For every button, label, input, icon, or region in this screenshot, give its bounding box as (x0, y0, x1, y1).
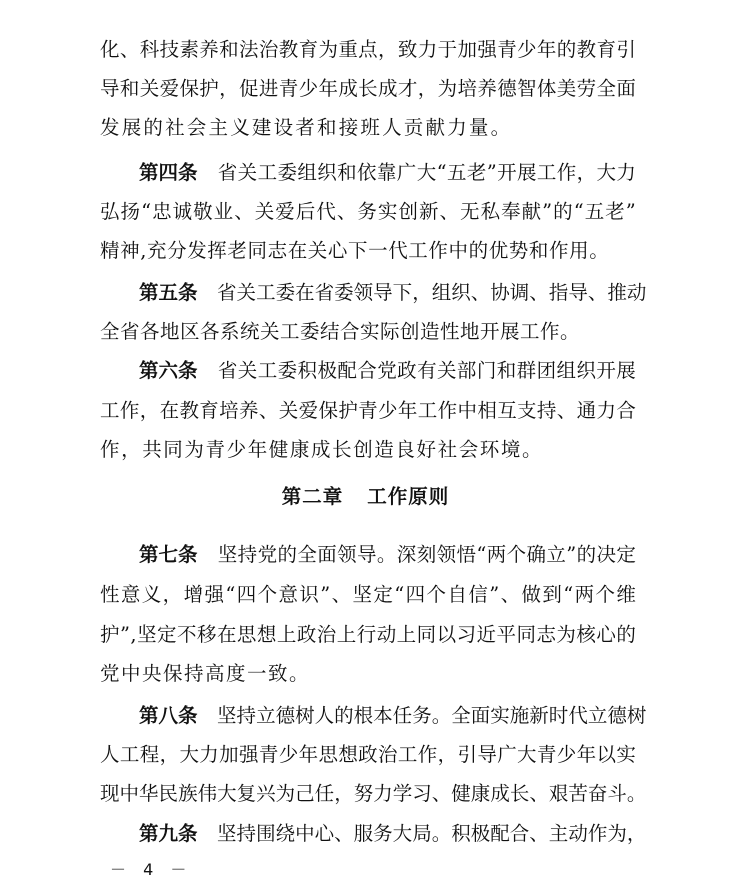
line-text: 党中央保持高度一致。 (100, 662, 311, 685)
line-text: 作，共同为青少年健康成长创造良好社会环境。 (100, 438, 544, 461)
article-9-line-1: 第九条 坚 持 围 绕 中 心 、 服 务 大 局 。 积 极 配 合 、 主 动 作 为 ， (139, 822, 647, 845)
article-7-line-1: 第七条 坚 持 党 的 全 面 领 导 。 深 刻 领 悟 “ 两 个 确 立 ” 的 决 定 (139, 543, 636, 566)
article-8-line-1: 第八条 坚 持 立 德 树 人 的 根 本 任 务 。 全 面 实 施 新 时 代 立 德 树 (139, 704, 647, 727)
article-6-line-3 (100, 437, 636, 463)
article-5-line-1: 第五条 省 关 工 委 在 省 委 领 导 下 ， 组 织 、 协 调 、 指 导 、 推 动 (139, 281, 647, 304)
line-text: 发展的社会主义建设者和接班人贡献力量。 (100, 116, 513, 139)
article-5-line-2 (100, 319, 636, 345)
article-7-line-3: 护 ” , 坚 定 不 移 在 思 想 上 政 治 上 行 动 上 同 以 习 近 平 同 志 为 核 心 的 (100, 623, 636, 646)
article-label: 第五条 (139, 281, 198, 304)
chapter-title: 工作原则 (367, 485, 450, 508)
chapter-heading (0, 484, 731, 510)
chapter-number: 第二章 (281, 485, 344, 508)
article-4-line-3 (100, 238, 636, 264)
article-7-line-4 (100, 661, 636, 687)
article-7-line-2: 性 意 义 ， 增 强 “ 四 个 意 识 ” 、 坚 定 “ 四 个 自 信 ” 、 做 到 “ 两 个 维 (100, 583, 636, 606)
article-label: 第七条 (139, 543, 198, 566)
article-6-line-1: 第六条 省 关 工 委 积 极 配 合 党 政 有 关 部 门 和 群 团 组 织 开 展 (139, 359, 636, 382)
article-8-line-2: 人 工 程 ， 大 力 加 强 青 少 年 思 想 政 治 工 作 ， 引 导 广 大 青 少 年 以 实 (100, 743, 636, 766)
line-text: 全省各地区各系统关工委结合实际创造性地开展工作。 (100, 320, 581, 343)
page-number: － 4 － (110, 860, 193, 879)
article-8-line-3: 现 中 华 民 族 伟 大 复 兴 为 己 任 ， 努 力 学 习 、 健 康 成 长 、 艰 苦 奋 斗 。 (100, 782, 647, 805)
text-line-3 (100, 115, 636, 141)
article-label: 第四条 (139, 161, 198, 184)
line-text: 精神,充分发挥老同志在关心下一代工作中的优势和作用。 (100, 239, 610, 262)
text-line-1: 化 、 科 技 素 养 和 法 治 教 育 为 重 点 ， 致 力 于 加 强 青 少 年 的 教 育 引 (100, 38, 636, 61)
article-6-line-2: 工 作 ， 在 教 育 培 养 、 关 爱 保 护 青 少 年 工 作 中 相 互 支 持 、 通 力 合 (100, 399, 636, 422)
text-line-2: 导 和 关 爱 保 护 ， 促 进 青 少 年 成 长 成 才 ， 为 培 养 德 智 体 美 劳 全 面 (100, 77, 636, 100)
article-label: 第八条 (139, 704, 198, 727)
article-4-line-1: 第四条 省 关 工 委 组 织 和 依 靠 广 大 “ 五 老 ” 开 展 工 作 ， 大 力 (139, 161, 636, 184)
article-4-line-2: 弘 扬 “ 忠 诚 敬 业 、 关 爱 后 代 、 务 实 创 新 、 无 私 奉 献 ” 的 “ 五 老 ” (100, 200, 636, 223)
article-label: 第六条 (139, 359, 198, 382)
article-label: 第九条 (139, 822, 198, 845)
